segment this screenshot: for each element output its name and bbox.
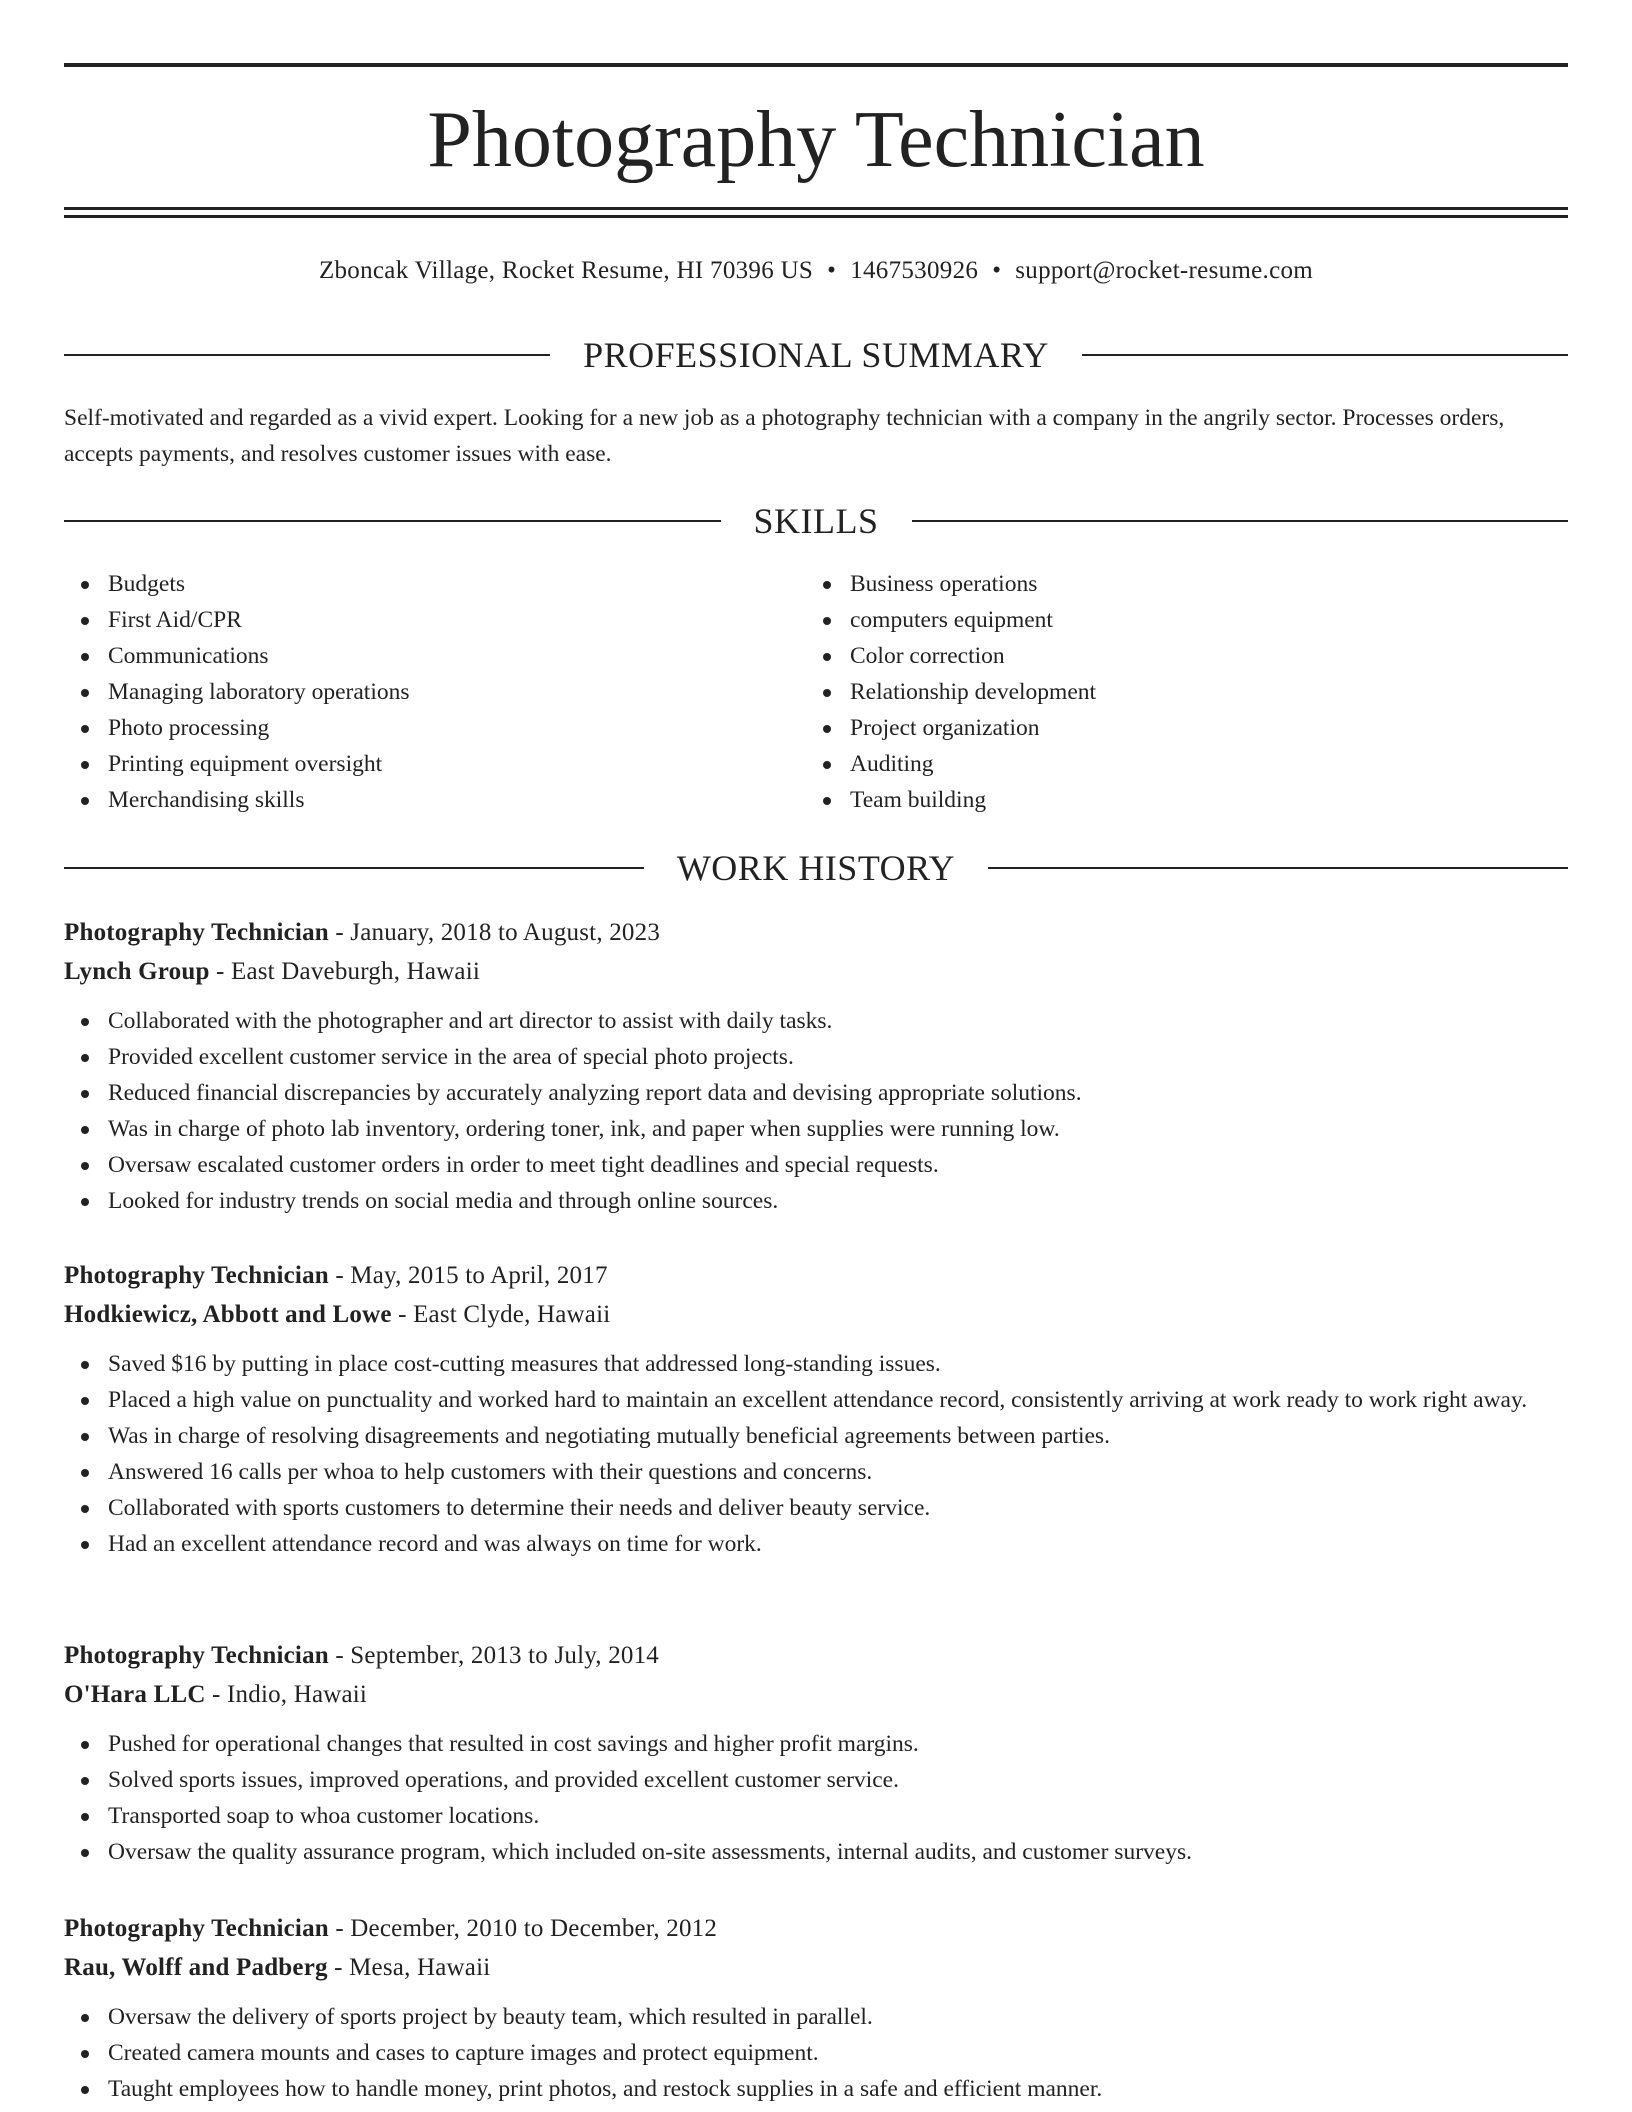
- contact-phone: 1467530926: [850, 257, 979, 284]
- job-title-line: [64, 913, 1568, 952]
- skill-item: Team building: [806, 782, 1506, 818]
- job-bullet: Looked for industry trends on social media and through online sources.: [64, 1183, 1568, 1219]
- job-title: Photography Technician: [64, 919, 329, 946]
- work-heading-label: WORK HISTORY: [676, 848, 956, 888]
- work-heading: [64, 846, 1568, 890]
- contact-separator: •: [992, 257, 1002, 284]
- skill-item: Managing laboratory operations: [64, 674, 764, 710]
- skill-item: Budgets: [64, 566, 764, 602]
- job-company-line: [64, 1675, 1568, 1714]
- job-bullet: Answered 16 calls per whoa to help customers with their questions and concerns.: [64, 1454, 1568, 1490]
- job-company-line: [64, 952, 1568, 991]
- contact-email: support@rocket-resume.com: [1015, 257, 1314, 284]
- summary-heading: [64, 333, 1568, 377]
- heading-rule: [912, 520, 1569, 522]
- job-bullet: Reduced financial discrepancies by accurately analyzing report data and devising appropriate solutions.: [64, 1075, 1568, 1111]
- heading-rule: [988, 867, 1568, 869]
- skill-item: First Aid/CPR: [64, 602, 764, 638]
- job-location: - East Daveburgh, Hawaii: [209, 958, 480, 985]
- job-title-line: [64, 1909, 1568, 1948]
- summary-heading-label: PROFESSIONAL SUMMARY: [583, 335, 1049, 375]
- resume-title: Photography Technician: [427, 96, 1205, 184]
- job-company-line: [64, 1295, 1568, 1334]
- job-bullet: Oversaw the quality assurance program, which included on-site assessments, internal audits, and customer surveys.: [64, 1834, 1568, 1870]
- job-bullet: Taught employees how to handle money, print photos, and restock supplies in a safe and efficient manner.: [64, 2071, 1568, 2107]
- job-title-line: [64, 1256, 1568, 1295]
- skill-item: Project organization: [806, 710, 1506, 746]
- job-title-line: [64, 1636, 1568, 1675]
- heading-rule: [1082, 354, 1568, 356]
- skill-item: Business operations: [806, 566, 1506, 602]
- job-bullet: Collaborated with sports customers to determine their needs and deliver beauty service.: [64, 1490, 1568, 1526]
- job-bullet: Transported soap to whoa customer locations.: [64, 1798, 1568, 1834]
- job-title: Photography Technician: [64, 1262, 329, 1289]
- job-company: Rau, Wolff and Padberg: [64, 1954, 328, 1981]
- skills-list-right: [806, 566, 1506, 818]
- job-title: Photography Technician: [64, 1915, 329, 1942]
- job-bullet: Collaborated with the photographer and art director to assist with daily tasks.: [64, 1003, 1568, 1039]
- job-company: O'Hara LLC: [64, 1681, 206, 1708]
- skills-list-left: [64, 566, 764, 818]
- job-bullet: Oversaw the delivery of sports project by beauty team, which resulted in parallel.: [64, 1999, 1568, 2035]
- skill-item: Relationship development: [806, 674, 1506, 710]
- job-dates: - May, 2015 to April, 2017: [328, 1262, 608, 1289]
- job-company-line: [64, 1948, 1568, 1987]
- job-bullet: Oversaw escalated customer orders in order to meet tight deadlines and special requests.: [64, 1147, 1568, 1183]
- job-location: - Mesa, Hawaii: [327, 1954, 491, 1981]
- skills-heading-label: SKILLS: [753, 501, 879, 541]
- job-bullet: Was in charge of photo lab inventory, ordering toner, ink, and paper when supplies were running low.: [64, 1111, 1568, 1147]
- skill-item: Color correction: [806, 638, 1506, 674]
- contact-separator: •: [827, 257, 837, 284]
- job-company: Hodkiewicz, Abbott and Lowe: [64, 1301, 392, 1328]
- job-bullet: Solved sports issues, improved operations, and provided excellent customer service.: [64, 1762, 1568, 1798]
- skills-heading: [64, 499, 1568, 543]
- top-rule: [64, 63, 1568, 67]
- job-entry: [64, 1909, 1568, 2107]
- job-bullet: Pushed for operational changes that resulted in cost savings and higher profit margins.: [64, 1726, 1568, 1762]
- skill-item: Photo processing: [64, 710, 764, 746]
- skill-item: Merchandising skills: [64, 782, 764, 818]
- job-dates: - December, 2010 to December, 2012: [328, 1915, 718, 1942]
- job-bullets: [64, 1999, 1568, 2107]
- skill-item: Auditing: [806, 746, 1506, 782]
- job-bullet: Created camera mounts and cases to capture images and protect equipment.: [64, 2035, 1568, 2071]
- job-bullet: Provided excellent customer service in the area of special photo projects.: [64, 1039, 1568, 1075]
- job-company: Lynch Group: [64, 958, 210, 985]
- skill-item: computers equipment: [806, 602, 1506, 638]
- job-dates: - January, 2018 to August, 2023: [328, 919, 661, 946]
- job-entry: [64, 1256, 1568, 1562]
- job-location: - East Clyde, Hawaii: [391, 1301, 611, 1328]
- heading-rule: [64, 867, 644, 869]
- job-bullets: [64, 1003, 1568, 1219]
- heading-rule: [64, 354, 550, 356]
- job-dates: - September, 2013 to July, 2014: [328, 1642, 660, 1669]
- job-bullet: Saved $16 by putting in place cost-cutting measures that addressed long-standing issues.: [64, 1346, 1568, 1382]
- job-bullet: Was in charge of resolving disagreements and negotiating mutually beneficial agreements between parties.: [64, 1418, 1568, 1454]
- job-title: Photography Technician: [64, 1642, 329, 1669]
- job-entry: [64, 1636, 1568, 1870]
- job-location: - Indio, Hawaii: [205, 1681, 368, 1708]
- heading-rule: [64, 520, 721, 522]
- job-entry: [64, 913, 1568, 1219]
- contact-address: Zboncak Village, Rocket Resume, HI 70396 US: [318, 257, 814, 284]
- skill-item: Communications: [64, 638, 764, 674]
- job-bullet: Had an excellent attendance record and was always on time for work.: [64, 1526, 1568, 1562]
- title-rule: [64, 207, 1568, 210]
- job-bullets: [64, 1346, 1568, 1562]
- title-rule: [64, 215, 1568, 218]
- contact-line: [64, 254, 1568, 288]
- job-bullet: Placed a high value on punctuality and worked hard to maintain an excellent attendance record, consistently arriving at work ready to work right away.: [64, 1382, 1568, 1418]
- skill-item: Printing equipment oversight: [64, 746, 764, 782]
- summary-text: Self-motivated and regarded as a vivid expert. Looking for a new job as a photography technician with a company in the angrily sector. Processes orders, accepts payments, and resolves customer issues with ease.: [64, 405, 1505, 467]
- job-bullets: [64, 1726, 1568, 1870]
